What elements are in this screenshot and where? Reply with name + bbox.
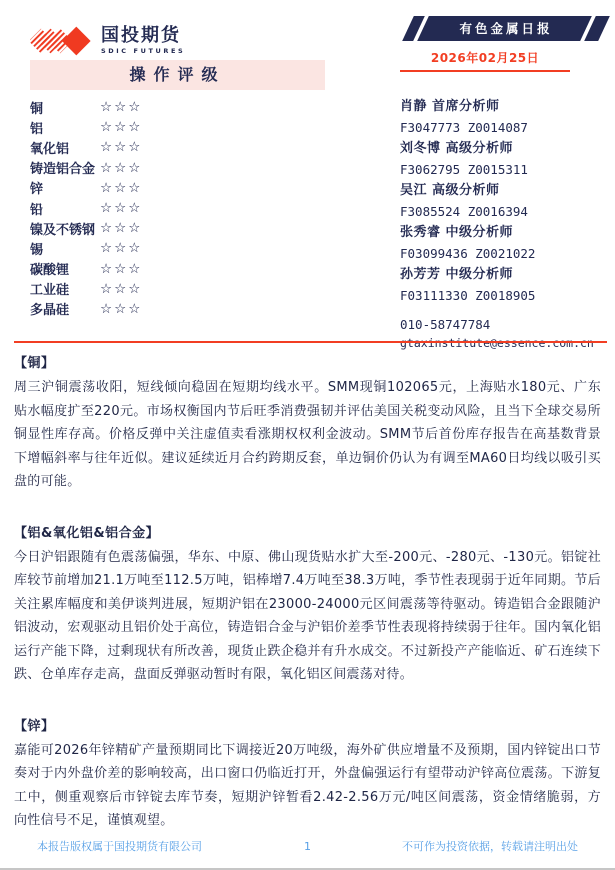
footer-page-number: 1 (304, 839, 311, 853)
rating-row (30, 259, 340, 279)
section-heading: 【锌】 (14, 718, 55, 734)
rating-label: 铅 (30, 202, 44, 218)
rating-label: 镍及不锈钢 (30, 222, 96, 238)
rating-label: 碳酸锂 (30, 263, 70, 279)
rating-stars: ☆☆☆ (100, 300, 143, 317)
ratings-title: 操作评级 (30, 60, 325, 90)
rating-label: 铝 (30, 121, 44, 137)
analyst-codes: F03099436 Z0021022 (400, 246, 536, 261)
rating-stars: ☆☆☆ (100, 139, 143, 156)
section-heading: 【铝&氧化铝&铝合金】 (14, 525, 160, 541)
page-footer (0, 838, 615, 854)
analyst-panel (400, 96, 615, 352)
section-zinc (14, 715, 601, 833)
rating-row (30, 137, 340, 157)
rating-row (30, 238, 340, 258)
contact-phone: 010-58747784 (400, 317, 491, 332)
red-divider (14, 341, 607, 343)
sdic-logo-icon (30, 20, 94, 62)
rating-label: 锡 (30, 242, 44, 258)
section-text: 今日沪铝跟随有色震荡偏强，华东、中原、佛山现货贴水扩大至-200元、-280元、-130元。铝锭社库较节前增加21.1万吨至112.5万吨，铝棒增7.4万吨至38.3万吨，季节性表现弱于近年同期。节后关注累库幅度和美伊谈判进展，短期沪铝在23000-24000元区间震荡等待驱动。铸造铝合金跟随沪铝波动，宏观驱动且铝价处于高位，铸造铝合金与沪铝价差季节性表现将持续弱于往年。国内氧化铝运行产能下降，过剩现状有所改善，现货止跌企稳并有升水成交。不过新投产产能临近、矿石连续下跌、仓单库存走高，盘面反弹驱动暂时有限，氧化铝区间震荡对待。 (14, 549, 601, 682)
rating-stars: ☆☆☆ (100, 260, 143, 277)
report-body (14, 352, 601, 861)
analyst-name: 孙芳芳 中级分析师 (400, 267, 514, 282)
rating-label: 多晶硅 (30, 303, 70, 319)
analyst-name: 肖静 首席分析师 (400, 99, 500, 114)
section-heading: 【铜】 (14, 356, 55, 371)
analyst-name: 刘冬博 高级分析师 (400, 141, 514, 156)
analyst-codes: F3047773 Z0014087 (400, 120, 528, 135)
section-copper (14, 352, 601, 494)
footer-copyright: 本报告版权属于国投期货有限公司 (37, 840, 202, 853)
analyst-name: 张秀睿 中级分析师 (400, 225, 514, 240)
rating-stars: ☆☆☆ (100, 119, 143, 136)
ratings-list (30, 97, 340, 319)
section-text: 嘉能可2026年锌精矿产量预期同比下调接近20万吨级，海外矿供应增量不及预期，国内锌锭出口节奏对于内外盘价差的影响较高，出口窗口仍临近打开，外盘偏强运行有望带动沪锌高位震荡。下游复工中，侧重观察后市锌锭去库节奏，短期沪锌暂看2.42-2.56万元/吨区间震荡，资金情绪脆弱，方向性信号不足，谨慎观望。 (14, 742, 601, 828)
rating-row (30, 279, 340, 299)
rating-stars: ☆☆☆ (100, 159, 143, 176)
rating-label: 工业硅 (30, 283, 70, 299)
rating-stars: ☆☆☆ (100, 179, 143, 196)
rating-row (30, 158, 340, 178)
rating-label: 锌 (30, 182, 44, 198)
report-title-banner (402, 16, 610, 41)
rating-row (30, 218, 340, 238)
rating-label: 铜 (30, 101, 44, 117)
rating-stars: ☆☆☆ (100, 200, 143, 217)
rating-label: 铸造铝合金 (30, 162, 96, 178)
brand-logo (30, 20, 185, 62)
analyst-codes: F3085524 Z0016394 (400, 204, 528, 219)
section-aluminum (14, 522, 601, 687)
report-date: 2026年02月25日 (400, 49, 570, 72)
footer-disclaimer: 不可作为投资依据，转载请注明出处 (402, 840, 578, 853)
contact-email: gtaxinstitute@essence.com.cn (400, 336, 594, 350)
rating-row (30, 299, 340, 319)
rating-stars: ☆☆☆ (100, 280, 143, 297)
rating-row (30, 198, 340, 218)
brand-name-cn: 国投期货 (101, 25, 181, 47)
rating-stars: ☆☆☆ (100, 240, 143, 257)
analyst-name: 吴江 高级分析师 (400, 183, 500, 198)
brand-name-en: SDIC FUTURES (101, 47, 186, 56)
rating-stars: ☆☆☆ (100, 99, 143, 116)
rating-row (30, 97, 340, 117)
rating-label: 氧化铝 (30, 141, 70, 157)
analyst-codes: F03111330 Z0018905 (400, 288, 536, 303)
analyst-codes: F3062795 Z0015311 (400, 162, 528, 177)
brand-wordmark (101, 27, 185, 55)
section-text: 周三沪铜震荡收阳，短线倾向稳固在短期均线水平。SMM现铜102065元，上海贴水180元、广东贴水幅度扩至220元。市场权衡国内节后旺季消费强韧并评估美国关税变动风险，且当下全球交易所铜显性库存高。价格反弹中关注虚值卖看涨期权权利金波动。SMM节后首份库存报告在高基数背景下增幅斜率与往年近似。建议延续近月合约跨期反套，单边铜价仍认为有调至MA60日均线以吸引买盘的可能。 (14, 380, 601, 489)
report-title: 有色金属日报 (459, 21, 553, 36)
rating-row (30, 178, 340, 198)
rating-stars: ☆☆☆ (100, 220, 143, 237)
rating-row (30, 117, 340, 137)
